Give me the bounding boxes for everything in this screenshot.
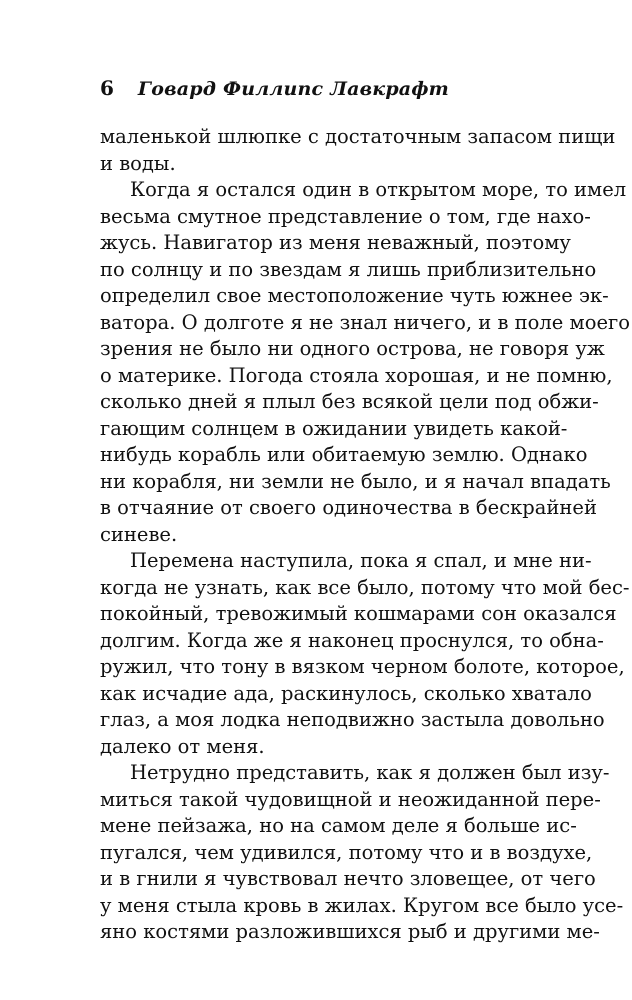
text-line: и воды.	[100, 151, 176, 175]
text-line: сколько дней я плыл без всякой цели под обжи-	[100, 390, 599, 413]
book-author: Говард Филлипс Лавкрафт	[137, 78, 449, 100]
text-line: долгим. Когда же я наконец проснулся, то обна-	[100, 628, 604, 652]
text-line: ватора. О долготе я не знал ничего, и в поле моего	[100, 310, 630, 334]
text-line: яно костями разложившихся рыб и другими ме-	[100, 920, 600, 943]
page-number: 6	[100, 76, 114, 100]
text-line: нибудь корабль или обитаемую землю. Однако	[100, 443, 588, 466]
text-line: маленькой шлюпке с достаточным запасом пищи	[100, 125, 616, 148]
text-line: весьма смутное представление о том, где нахо-	[100, 204, 591, 228]
text-line: далеко от меня.	[100, 734, 265, 758]
text-line: жусь. Навигатор из меня неважный, поэтому	[100, 231, 571, 254]
text-line: определил свое местоположение чуть южнее эк-	[100, 284, 609, 307]
text-line: и в гнили я чувствовал нечто зловещее, от чего	[100, 867, 596, 890]
body-text	[100, 124, 630, 946]
text-line: глаз, а моя лодка неподвижно застыла довольно	[100, 708, 605, 731]
text-line: Перемена наступила, пока я спал, и мне ни-	[130, 549, 592, 572]
text-line: когда не узнать, как все было, потому что мой бес-	[100, 575, 630, 599]
text-line: ни корабля, ни земли не было, и я начал впадать	[100, 469, 611, 493]
text-line: пугался, чем удивился, потому что и в воздухе,	[100, 840, 593, 864]
text-line: покойный, тревожимый кошмарами сон оказался	[100, 602, 617, 625]
text-line: по солнцу и по звездам я лишь приблизительно	[100, 257, 597, 281]
text-line: как исчадие ада, раскинулось, сколько хватало	[100, 681, 592, 705]
running-head	[100, 76, 449, 102]
text-line: о материке. Погода стояла хорошая, и не помню,	[100, 363, 613, 387]
text-line: мене пейзажа, но на самом деле я больше ис-	[100, 814, 577, 837]
text-line: синеве.	[100, 522, 178, 546]
text-line: в отчаяние от своего одиночества в бескрайней	[100, 496, 597, 519]
text-line: у меня стыла кровь в жилах. Кругом все было усе-	[100, 893, 624, 917]
text-line: зрения не было ни одного острова, не говоря уж	[100, 337, 605, 360]
text-line: гающим солнцем в ожидании увидеть какой-	[100, 416, 568, 440]
text-line: Когда я остался один в открытом море, то имел	[130, 178, 627, 201]
text-line: миться такой чудовищной и неожиданной пере-	[100, 787, 601, 811]
text-line: Нетрудно представить, как я должен был изу-	[130, 761, 610, 784]
text-line: ружил, что тону в вязком черном болоте, которое,	[100, 655, 625, 678]
